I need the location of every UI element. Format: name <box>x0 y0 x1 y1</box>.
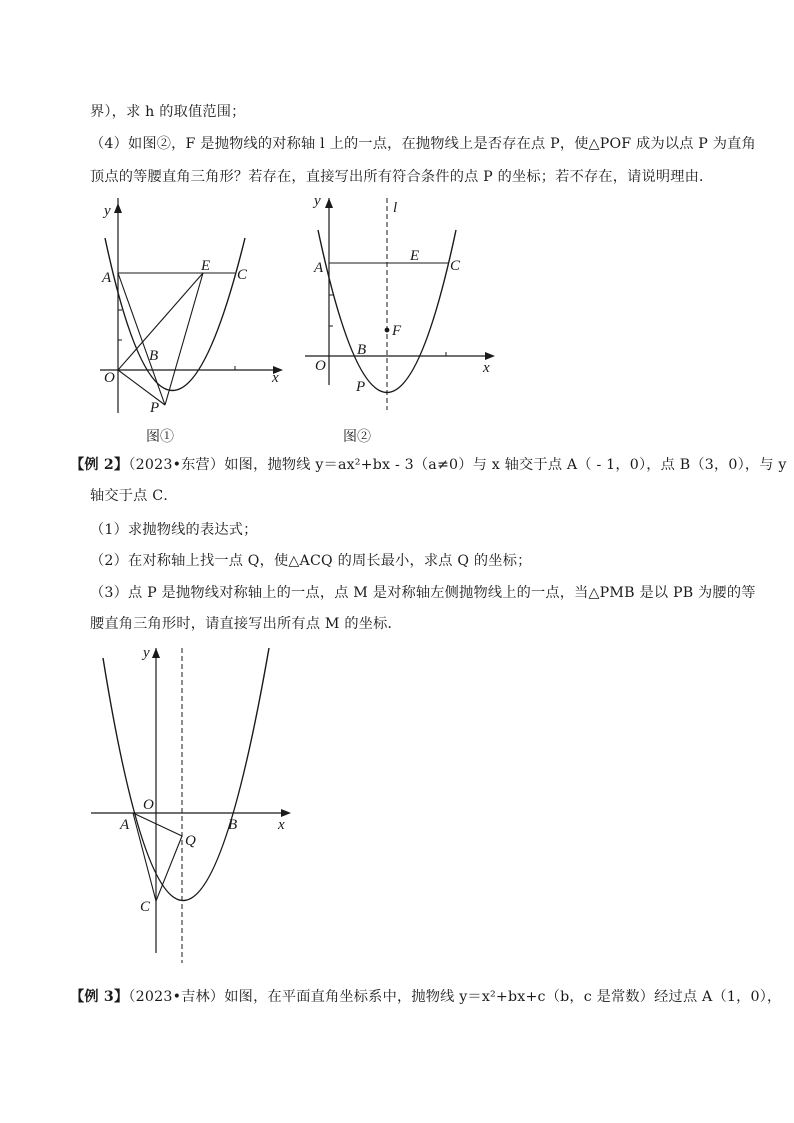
fig1-label-E: E <box>201 258 211 274</box>
figure-3 <box>88 643 308 973</box>
fig2-label-y: y <box>314 193 321 209</box>
fig3-label-Q: Q <box>185 833 196 849</box>
fig2-label-E: E <box>410 248 420 264</box>
fig2-label-x: x <box>483 360 490 376</box>
example-2-line-1 <box>70 454 787 474</box>
example-3-tag: 【例 3】 <box>70 989 129 1005</box>
text-line-1: 界），求 h 的取值范围； <box>90 104 246 120</box>
fig1-label-B: B <box>149 348 159 364</box>
fig1-label-x: x <box>272 370 279 386</box>
example-2-question-1: （1）求抛物线的表达式； <box>90 522 258 538</box>
fig2-label-F: F <box>392 323 402 339</box>
fig3-label-O: O <box>143 797 154 813</box>
example-2-stem: （2023•东营）如图，抛物线 y＝ax²+bx - 3（a≠0）与 x 轴交于点 A（ - 1，0），点 B（3，0），与 y <box>128 457 787 473</box>
fig3-label-C: C <box>140 899 151 915</box>
fig2-label-O: O <box>315 358 326 374</box>
figure-2-caption: 图② <box>343 429 371 445</box>
fig1-label-A: A <box>102 270 112 286</box>
fig3-label-B: B <box>228 817 238 833</box>
example-2-tag: 【例 2】 <box>70 457 129 473</box>
fig2-label-l: l <box>393 200 398 216</box>
fig2-label-B: B <box>357 342 367 358</box>
fig2-label-P: P <box>356 379 366 395</box>
fig3-label-A: A <box>120 817 130 833</box>
figure-2 <box>300 190 510 410</box>
fig1-label-y: y <box>104 203 111 219</box>
fig3-label-x: x <box>278 817 285 833</box>
example-3-line-1 <box>70 986 781 1006</box>
figure-1-caption: 图① <box>146 429 174 445</box>
example-2-question-3b: 腰直角三角形时，请直接写出所有点 M 的坐标． <box>90 616 402 632</box>
example-2-line-2: 轴交于点 C． <box>90 488 178 504</box>
fig1-label-C: C <box>237 267 248 283</box>
fig2-label-A: A <box>314 260 324 276</box>
example-2-question-3a: （3）点 P 是抛物线对称轴上的一点，点 M 是对称轴左侧抛物线上的一点，当△PMB 是以 PB 为腰的等 <box>90 585 756 601</box>
fig2-label-C: C <box>450 258 461 274</box>
fig3-label-y: y <box>143 645 150 661</box>
question-4-line-1: （4）如图②，F 是抛物线的对称轴 l 上的一点，在抛物线上是否存在点 P，使△POF 成为以点 P 为直角 <box>90 136 756 152</box>
example-2-question-2: （2）在对称轴上找一点 Q，使△ACQ 的周长最小，求点 Q 的坐标； <box>90 553 532 569</box>
fig1-label-P: P <box>150 400 160 416</box>
figure-1 <box>95 198 295 418</box>
example-3-stem: （2023•吉林）如图，在平面直角坐标系中，抛物线 y＝x²+bx+c（b，c 是常数）经过点 A（1，0）， <box>128 989 782 1005</box>
question-4-line-2: 顶点的等腰直角三角形？若存在，直接写出所有符合条件的点 P 的坐标；若不存在，请说明理由． <box>90 169 714 185</box>
fig1-label-O: O <box>104 370 115 386</box>
